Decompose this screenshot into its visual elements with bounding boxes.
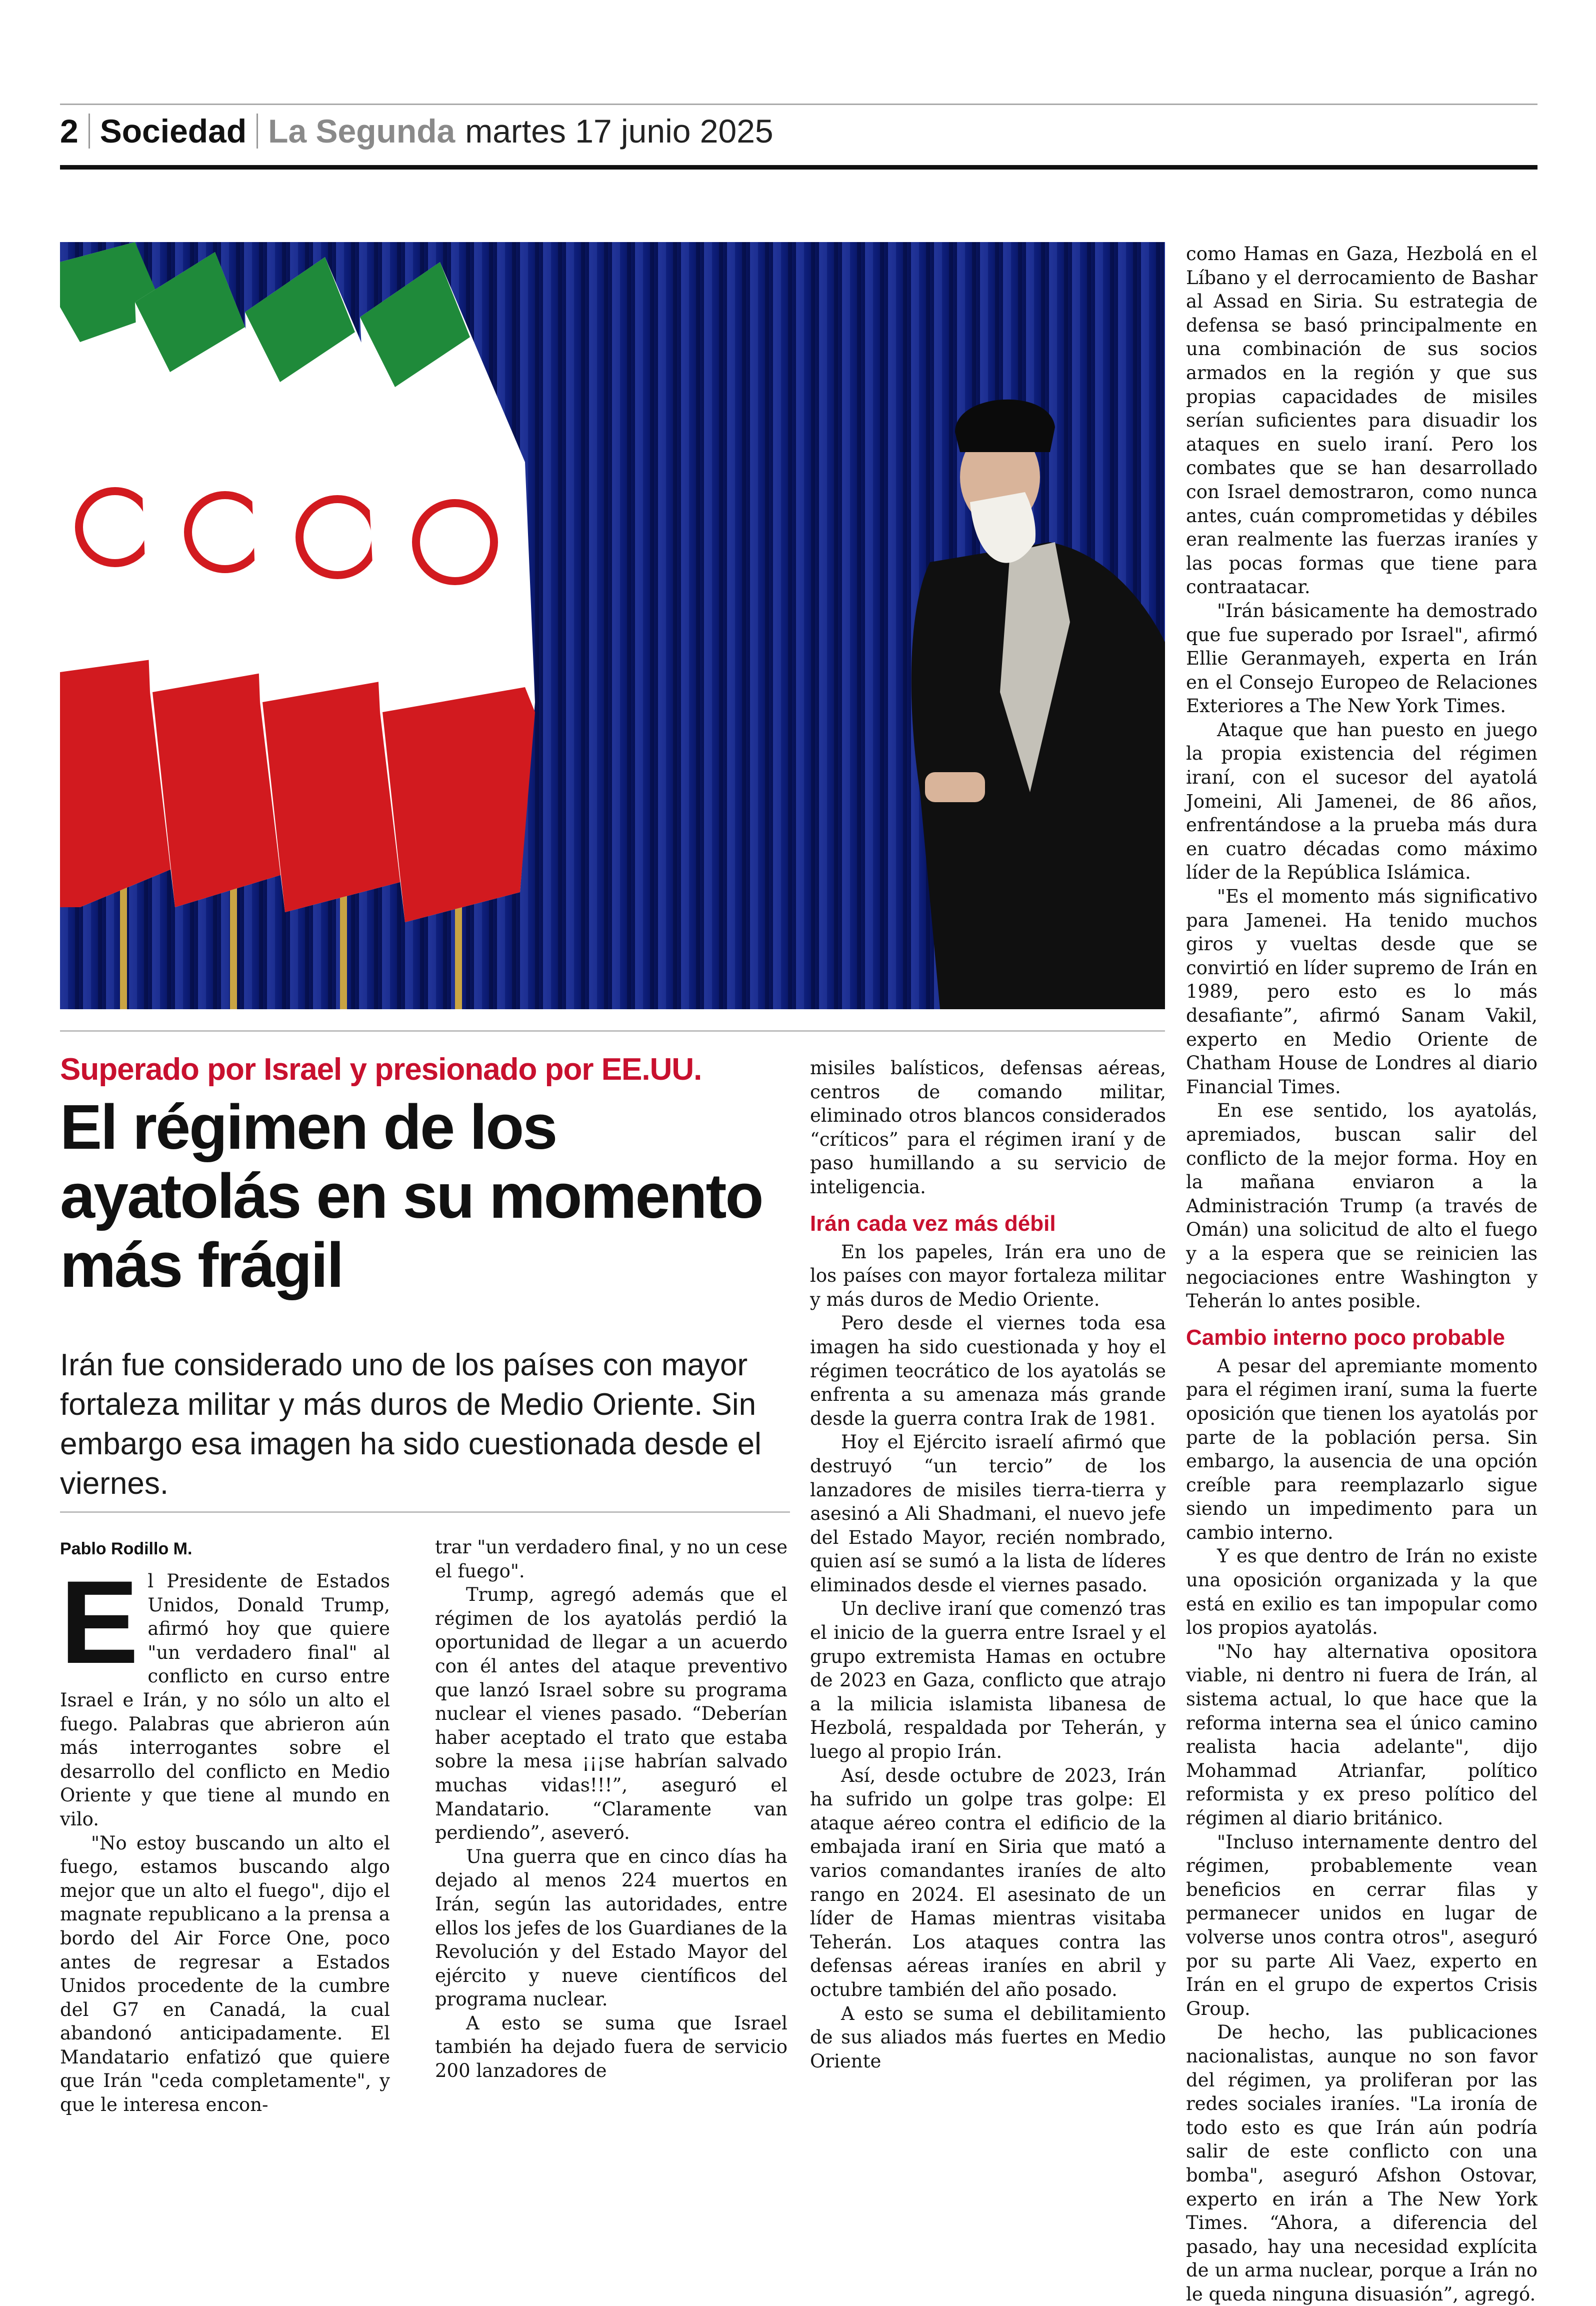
publication-name: La Segunda [268, 113, 456, 150]
photo-rule [60, 1030, 1165, 1032]
subhead: Irán cada vez más débil [810, 1211, 1056, 1236]
paragraph: Hoy el Ejército israelí afirmó que destruyó “un tercio” de los lanzadores de misiles tierra-tierra y asesinó a Ali Shadmani, el nuevo jefe del Estado Mayor, recién nombrado, quien así se sumó a la lista de líderes eliminados desde el viernes pasado. [810, 1431, 1166, 1596]
photo-flags-and-cleric-icon [60, 242, 1165, 1009]
header-divider [88, 114, 90, 149]
headline: El régimen de los ayatolás en su momento más frágil [60, 1092, 762, 1300]
paragraph: como Hamas en Gaza, Hezbolá en el Líbano y el derrocamiento de Bashar al Assad en Siria. Su estrategia de defensa se basó principalmente en una combinación de sus socios armados en la región y que sus propias capacidades de misiles serían suficientes para disuadir los ataques en suelo iraní. Pero los combates que se han desarrollado con Israel demostraron, como nunca antes, cuán comprometidas y débiles eran realmente las fuerzas iraníes y las pocas formas que tiene para contraatacar. [1186, 243, 1538, 598]
page-number: 2 [60, 113, 78, 150]
paragraph: Un declive iraní que comenzó tras el inicio de la guerra entre Israel y el grupo extremista Hamas en octubre de 2023 en Gaza, conflicto que atrajo a la milicia islamista libanesa de Hezbolá, respaldada por Teherán, y luego al propio Irán. [810, 1598, 1166, 1763]
paragraph: "No hay alternativa opositora viable, ni dentro ni fuera de Irán, al sistema actual, lo que hace que la reforma interna sea el único camino realista hacia adelante", dijo Mohammad Atrianfar, político reformista y ex preso político del régimen al diario británico. [1186, 1640, 1538, 1829]
section-name: Sociedad [100, 113, 247, 150]
body-column-4 [1186, 242, 1538, 2306]
lead-photo [60, 242, 1165, 1009]
paragraph: Trump, agregó además que el régimen de los ayatolás perdió la oportunidad de llegar a un acuerdo con él antes del ataque preventivo que lanzó Israel sobre su programa nuclear el vienes pasado. “Deberían haber aceptado el trato que estaba sobre la mesa ¡¡¡se habrían salvado muchas vidas!!!”, aseguró el Mandatario. “Claramente van perdiendo”, aseveró. [435, 1584, 788, 1844]
issue-date: martes 17 junio 2025 [465, 113, 774, 150]
subhead: Cambio interno poco probable [1186, 1325, 1506, 1350]
paragraph: A esto se suma que Israel también ha dejado fuera de servicio 200 lanzadores de [435, 2012, 788, 2082]
paragraph: "Es el momento más significativo para Jamenei. Ha tenido muchos giros y vueltas desde que se convirtió en líder supremo de Irán en 1989, pero esto es lo más desafiante”, afirmó Sanam Vakil, experto en Medio Oriente de Chatham House de Londres al diario Financial Times. [1186, 886, 1538, 1098]
paragraph: De hecho, las publicaciones nacionalistas, aunque no son favor del régimen, ya proliferan por las redes sociales iraníes. "La ironía de todo esto es que Irán aún podría salir de este conflicto con una bomba", aseguró Afshon Ostovar, experto en irán a The New York Times. “Ahora, a diferencia del pasado, hay una necesidad explícita de un arma nuclear, porque a Irán no le queda ninguna disuasión”, agregó. [1186, 2021, 1538, 2305]
header-bottom-rule [60, 165, 1538, 170]
paragraph: "Irán básicamente ha demostrado que fue superado por Israel", afirmó Ellie Geranmayeh, experta en Irán en el Consejo Europeo de Relaciones Exteriores a The New York Times. [1186, 600, 1538, 717]
paragraph: "No estoy buscando un alto el fuego, estamos buscando algo mejor que un alto el fuego", dijo el magnate republicano a la prensa a bordo del Air Force One, poco antes de regresar a Estados Unidos procedente de la cumbre del G7 en Canadá, la cual abandonó anticipadamente. El Mandatario enfatizó que quiere que Irán "ceda completamente", y que le interesa encon- [60, 1832, 390, 2116]
deck: Irán fue considerado uno de los países con mayor fortaleza militar y más duros de Medio Oriente. Sin embargo esa imagen ha sido cuestionada desde el viernes. [60, 1348, 762, 1501]
kicker: Superado por Israel y presionado por EE.UU. [60, 1052, 702, 1087]
paragraph: A esto se suma el debilitamiento de sus aliados más fuertes en Medio Oriente [810, 2002, 1166, 2072]
paragraph: Ataque que han puesto en juego la propia existencia del régimen iraní, con el sucesor del ayatolá Jomeini, Ali Jamenei, de 86 años, enfrentándose a la prueba más dura en cuatro décadas como máximo líder de la República Islámica. [1186, 719, 1538, 884]
paragraph: A pesar del apremiante momento para el régimen iraní, suma la fuerte oposición que tienen los ayatolás por parte de la población persa. Sin embargo, la ausencia de una opción creíble para reemplazarlo sigue siendo un impedimento para un cambio interno. [1186, 1355, 1538, 1543]
body-column-1 [60, 1556, 390, 2117]
paragraph: misiles balísticos, defensas aéreas, centros de comando militar, eliminado otros blancos considerados “críticos” para el régimen iraní y de paso humillando a su servicio de inteligencia. [810, 1057, 1166, 1198]
body-column-3 [810, 1056, 1166, 2073]
paragraph: "Incluso internamente dentro del régimen, probablemente vean beneficios en cerrar filas y permanecer unidos en lugar de volverse unos contra otros", aseguró por su parte Ali Vaez, experto en Irán en el grupo de expertos Crisis Group. [1186, 1831, 1538, 2019]
deck-rule [60, 1511, 790, 1513]
paragraph: El Presidente de Estados Unidos, Donald Trump, afirmó hoy que quiere "un verdadero final" al conflicto en curso entre Israel e Irán, y no sólo un alto el fuego. Palabras que abrieron aún más interrogantes sobre el desarrollo del conflicto en Medio Oriente y que tiene al mundo en vilo. [60, 1556, 390, 1830]
header-top-rule [60, 104, 1538, 105]
paragraph: En ese sentido, los ayatolás, apremiados, buscan salir del conflicto de la mejor forma. Hoy en la mañana enviaron a la Administración Trump (a través de Omán) una solicitud de alto el fuego y a la espera que se reinicien las negociaciones entre Washington y Teherán lo antes posible. [1186, 1100, 1538, 1312]
paragraph: Así, desde octubre de 2023, Irán ha sufrido un golpe tras golpe: El ataque aéreo contra el edificio de la embajada iraní en Siria que mató a varios comandantes iraníes de alto rango en 2024. El asesinato de un líder de Hamas mientras visitaba Teherán. Los ataques contra las defensas aéreas iraníes en abril y octubre también del año posado. [810, 1764, 1166, 2000]
paragraph: Pero desde el viernes toda esa imagen ha sido cuestionada y hoy el régimen teocrático de los ayatolás se enfrenta a su amenaza más grande desde la guerra contra Irak de 1981. [810, 1312, 1166, 1429]
header-divider [256, 114, 258, 149]
drop-cap: E [60, 1556, 139, 1688]
paragraph: trar "un verdadero final, y no un cese el fuego". [435, 1536, 788, 1582]
paragraph: Una guerra que en cinco días ha dejado al menos 224 muertos en Irán, según las autoridades, entre ellos los jefes de los Guardianes de la Revolución y del Estado Mayor del ejército y nueve científicos del programa nuclear. [435, 1845, 788, 2010]
page-header [60, 111, 774, 151]
body-column-2 [435, 1535, 788, 2083]
paragraph: En los papeles, Irán era uno de los países con mayor fortaleza militar y más duros de Medio Oriente. [810, 1241, 1166, 1310]
byline: Pablo Rodillo M. [60, 1539, 192, 1558]
paragraph: Y es que dentro de Irán no existe una oposición organizada y la que está en exilio es tan impopular como los propios ayatolás. [1186, 1545, 1538, 1639]
